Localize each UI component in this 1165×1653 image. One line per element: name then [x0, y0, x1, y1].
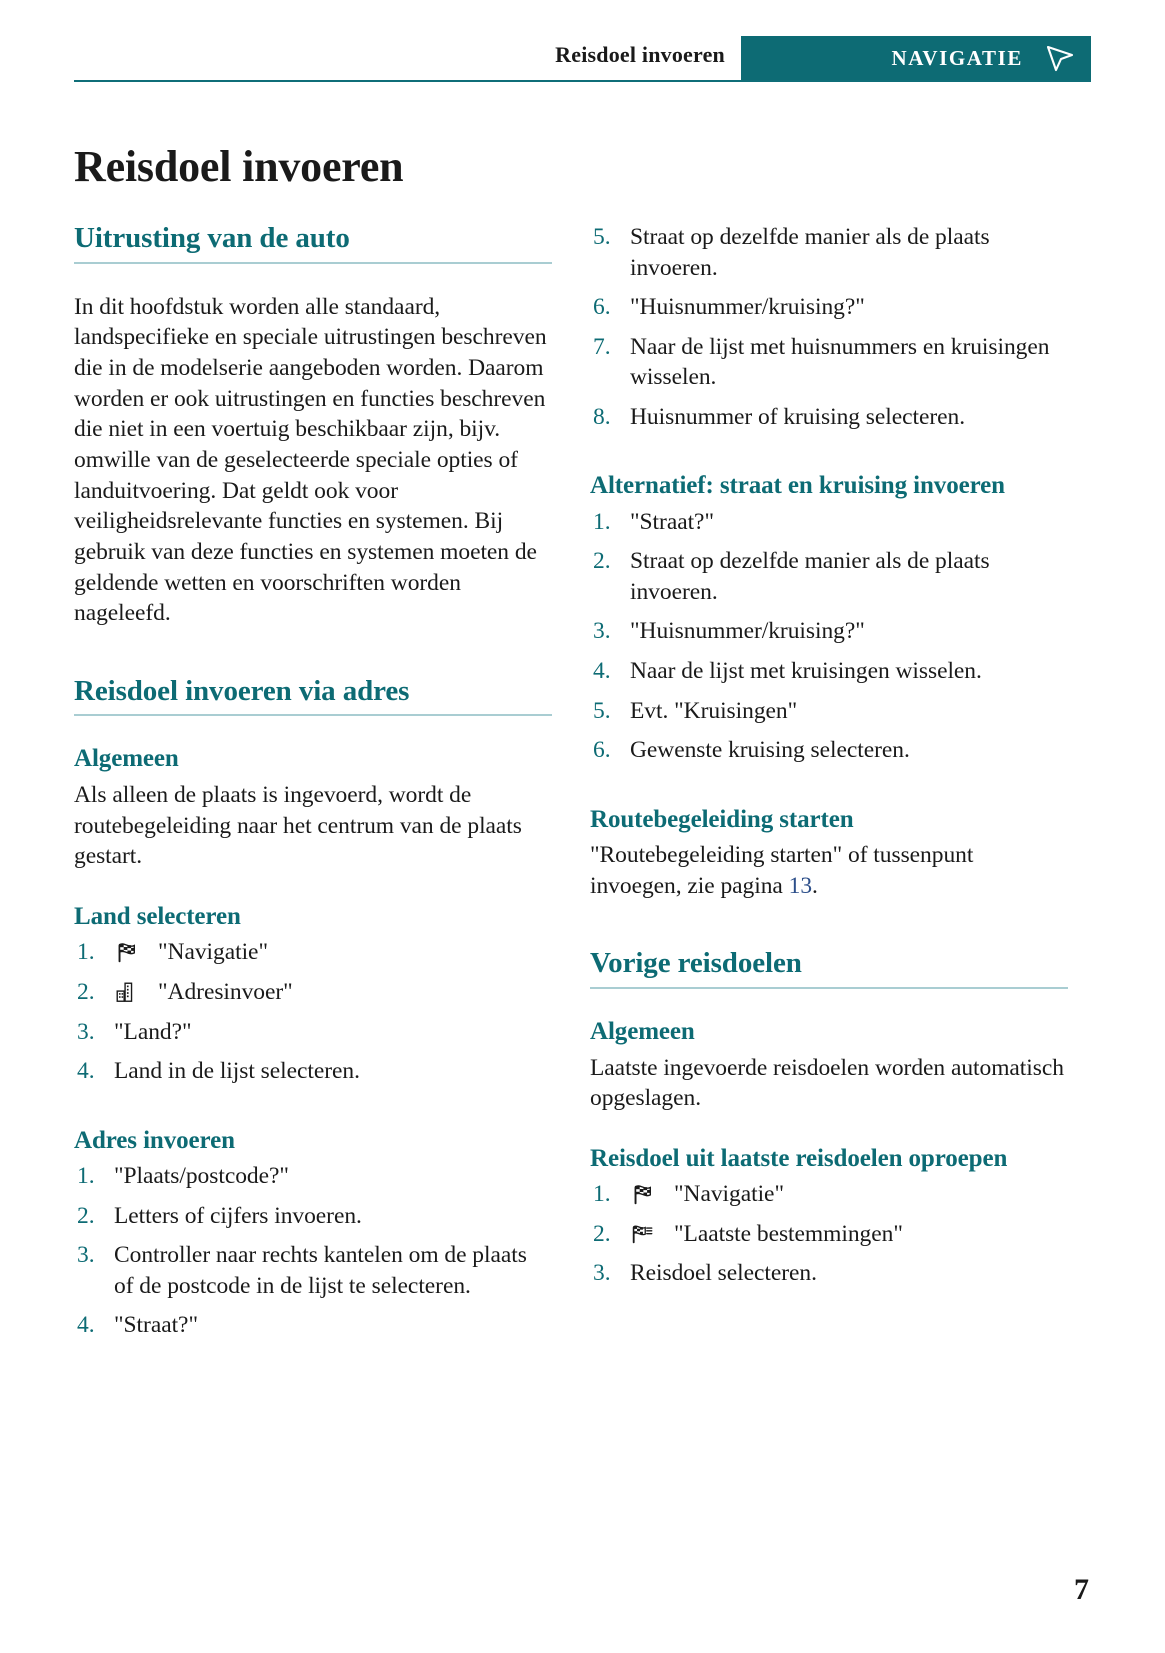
running-header: [0, 36, 1165, 82]
route-text-after: .: [812, 872, 818, 899]
step-text: "Plaats/postcode?": [114, 1163, 289, 1190]
list-item: [590, 222, 1068, 283]
heading-reisdoel-uit-laatste-reisdoelen-oproepen: Reisdoel uit laatste reisdoelen oproepen: [590, 1144, 1008, 1172]
list-item: [74, 1056, 552, 1087]
navigation-arrow-icon: [1045, 43, 1075, 73]
heading-rule: [590, 987, 1068, 989]
paragraph-algemeen-adres: Als alleen de plaats is ingevoerd, wordt de routebegeleiding naar het centrum van de plaats gestart.: [74, 781, 522, 870]
list-item: [74, 1310, 552, 1341]
page-reference-link[interactable]: 13: [788, 872, 813, 899]
steps-adres-invoeren-continued: [590, 222, 1068, 432]
step-text: Straat op dezelfde manier als de plaats invoeren.: [630, 224, 990, 281]
step-text: "Laatste bestemmingen": [674, 1220, 903, 1247]
paragraph-algemeen-vorige: Laatste ingevoerde reisdoelen worden automatisch opgeslagen.: [590, 1054, 1064, 1112]
step-text: Straat op dezelfde manier als de plaats invoeren.: [630, 548, 990, 605]
list-item: [74, 1017, 552, 1048]
step-number: 4.: [77, 1058, 95, 1085]
list-item: [74, 977, 552, 1008]
list-item: [74, 937, 552, 968]
heading-reisdoel-invoeren-via-adres: Reisdoel invoeren via adres: [74, 674, 410, 707]
step-number: 4.: [77, 1312, 95, 1339]
step-text: "Land?": [114, 1018, 192, 1045]
step-text: "Straat?": [630, 508, 714, 535]
step-number: 2.: [593, 1220, 611, 1247]
heading-uitrusting-van-de-auto: Uitrusting van de auto: [74, 222, 350, 254]
right-column: [590, 222, 1068, 1298]
paragraph-uitrusting: In dit hoofdstuk worden alle standaard, landspecifieke en speciale uitrustingen beschreven die in de modelserie aangeboden worden. Daarom worden er ook uitrustingen en functies beschreven die niet in een voertuig beschikbaar zijn, bijv. omwille van de geselecteerde speciale opties of landuitvoering. Dat geldt ook voor veiligheidsrelevante functies en systemen. Bij gebruik van deze functies en systemen moeten de geldende wetten en voorschriften worden nageleefd.: [74, 293, 547, 627]
list-item: [74, 1161, 552, 1192]
header-navigation-band: [741, 36, 1091, 80]
heading-algemeen-adres: Algemeen: [74, 745, 179, 773]
header-rule: [74, 80, 1091, 82]
step-number: 3.: [77, 1018, 95, 1045]
step-number: 1.: [593, 1181, 611, 1208]
step-number: 3.: [77, 1242, 95, 1269]
heading-alternatief-straat-en-kruising: Alternatief: straat en kruising invoeren: [590, 472, 1005, 500]
list-item: [590, 1179, 1068, 1210]
heading-algemeen-vorige: Algemeen: [590, 1018, 695, 1046]
list-item: [590, 1258, 1068, 1289]
list-item: [74, 1240, 552, 1301]
page-number: 7: [1074, 1573, 1089, 1606]
step-number: 3.: [593, 618, 611, 645]
step-text: Letters of cijfers invoeren.: [114, 1202, 362, 1229]
steps-alternatief: [590, 507, 1068, 766]
route-text-before: "Routebegeleiding starten" of tussenpunt invoegen, zie pagina: [590, 842, 974, 899]
step-text: "Huisnummer/kruising?": [630, 294, 865, 321]
list-item: [590, 696, 1068, 727]
step-text: Huisnummer of kruising selecteren.: [630, 403, 966, 430]
heading-land-selecteren: Land selecteren: [74, 902, 241, 930]
left-column: [74, 222, 552, 1350]
buildings-icon: [114, 977, 158, 1004]
list-item: [590, 292, 1068, 323]
step-number: 2.: [77, 1202, 95, 1229]
step-text: "Adresinvoer": [158, 978, 293, 1005]
heading-vorige-reisdoelen: Vorige reisdoelen: [590, 947, 802, 980]
step-text: Controller naar rechts kantelen om de plaats of de postcode in de lijst te selecteren.: [114, 1242, 527, 1299]
checkered-flag-icon: [114, 937, 158, 964]
step-number: 1.: [77, 939, 95, 966]
heading-routebegeleiding-starten: Routebegeleiding starten: [590, 805, 854, 833]
flag-list-icon: [630, 1219, 674, 1246]
step-number: 7.: [593, 333, 611, 360]
list-item: [590, 656, 1068, 687]
heading-rule: [74, 714, 552, 716]
steps-adres-invoeren: [74, 1161, 552, 1341]
list-item: [590, 402, 1068, 433]
step-number: 6.: [593, 737, 611, 764]
list-item: [590, 332, 1068, 393]
step-number: 2.: [77, 978, 95, 1005]
step-number: 5.: [593, 697, 611, 724]
step-number: 1.: [77, 1163, 95, 1190]
heading-adres-invoeren: Adres invoeren: [74, 1126, 235, 1154]
step-text: Land in de lijst selecteren.: [114, 1058, 360, 1085]
page-title: Reisdoel invoeren: [74, 142, 404, 192]
list-item: [590, 735, 1068, 766]
step-number: 8.: [593, 403, 611, 430]
checkered-flag-icon: [630, 1179, 674, 1206]
steps-reisdoel-oproepen: [590, 1179, 1068, 1289]
list-item: [590, 546, 1068, 607]
step-text: "Straat?": [114, 1312, 198, 1339]
step-number: 3.: [593, 1260, 611, 1287]
header-band-label: NAVIGATIE: [891, 45, 1023, 70]
step-number: 4.: [593, 657, 611, 684]
step-number: 5.: [593, 224, 611, 250]
step-text: Reisdoel selecteren.: [630, 1260, 817, 1287]
step-text: "Navigatie": [674, 1181, 784, 1208]
step-number: 2.: [593, 548, 611, 575]
steps-land-selecteren: [74, 937, 552, 1086]
list-item: [590, 1219, 1068, 1250]
step-number: 1.: [593, 508, 611, 535]
paragraph-routebegeleiding: [590, 840, 1068, 901]
step-text: "Navigatie": [158, 939, 268, 966]
step-text: Naar de lijst met kruisingen wisselen.: [630, 657, 982, 684]
heading-rule: [74, 262, 552, 264]
header-chapter-title: Reisdoel invoeren: [555, 42, 725, 67]
step-text: Evt. "Kruisingen": [630, 697, 798, 724]
list-item: [590, 616, 1068, 647]
list-item: [74, 1201, 552, 1232]
step-text: "Huisnummer/kruising?": [630, 618, 865, 645]
list-item: [590, 507, 1068, 538]
step-text: Naar de lijst met huisnummers en kruisingen wisselen.: [630, 333, 1050, 391]
step-number: 6.: [593, 294, 611, 321]
step-text: Gewenste kruising selecteren.: [630, 737, 910, 764]
